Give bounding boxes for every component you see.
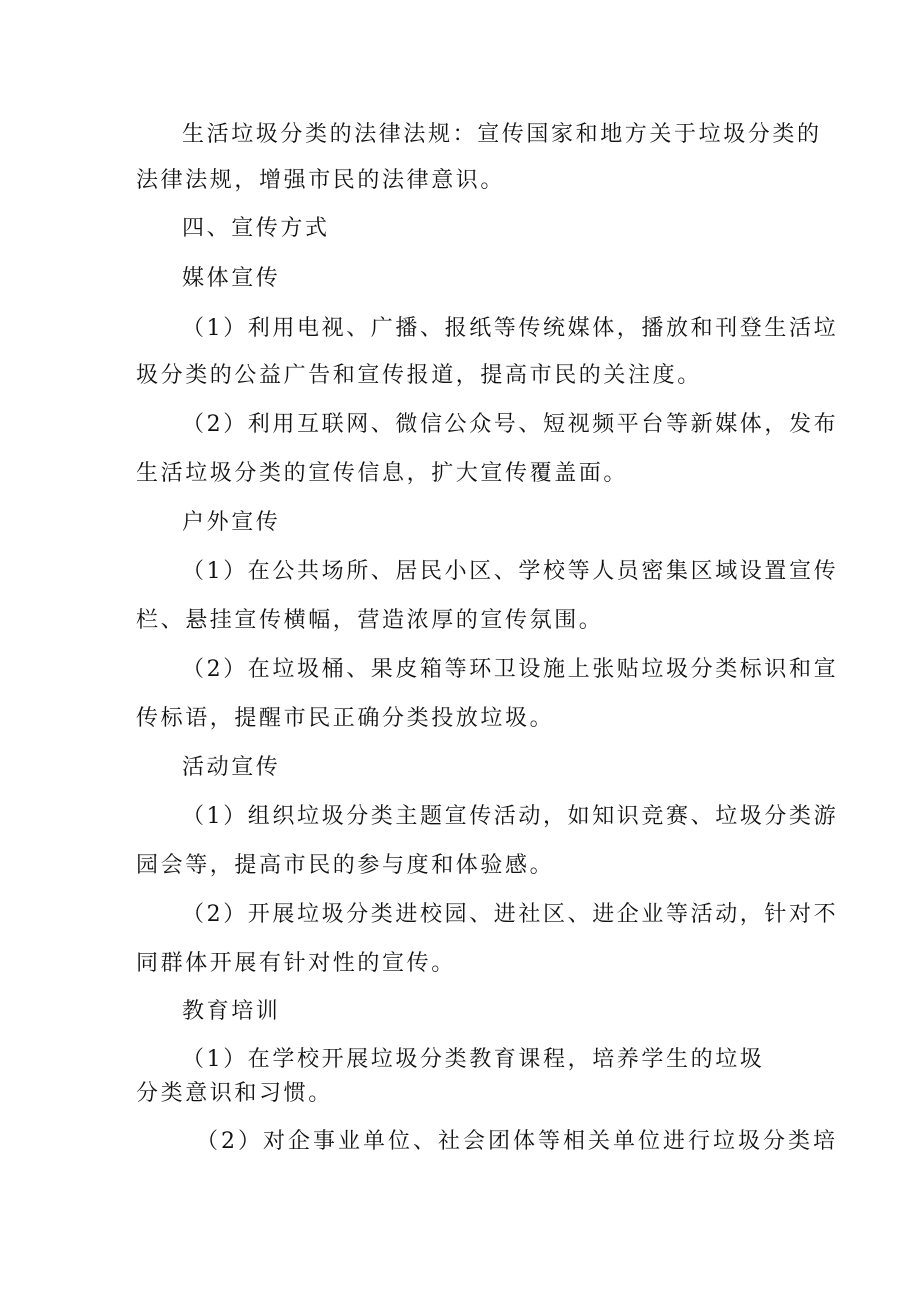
list-item-line: 传标语，提醒市民正确分类投放垃圾。: [136, 706, 555, 731]
subsection-heading-outdoor: 户外宣传: [182, 510, 281, 535]
list-item-line: 同群体开展有针对性的宣传。: [136, 951, 456, 976]
paragraph-line: 生活垃圾分类的法律法规：宣传国家和地方关于垃圾分类的: [182, 122, 822, 147]
list-item-line: （1）组织垃圾分类主题宣传活动，如知识竞赛、垃圾分类游: [182, 804, 839, 829]
paragraph-line: 法律法规，增强市民的法律意识。: [136, 168, 506, 193]
subsection-heading-activity: 活动宣传: [182, 755, 281, 780]
list-item-line: （2）利用互联网、微信公众号、短视频平台等新媒体，发布: [182, 412, 839, 437]
section-heading: 四、宣传方式: [182, 216, 330, 241]
list-item-line: （1）在学校开展垃圾分类教育课程，培养学生的垃圾: [182, 1047, 765, 1072]
list-item-line: （2）在垃圾桶、果皮箱等环卫设施上张贴垃圾分类标识和宣: [182, 657, 839, 682]
list-item-line: （2）开展垃圾分类进校园、进社区、进企业等活动，针对不: [182, 902, 839, 927]
list-item-line: 分类意识和习惯。: [136, 1081, 333, 1106]
list-item-line: 栏、悬挂宣传横幅，营造浓厚的宣传氛围。: [136, 608, 604, 633]
list-item-line: 生活垃圾分类的宣传信息，扩大宣传覆盖面。: [136, 461, 629, 486]
list-item-line: 园会等，提高市民的参与度和体验感。: [136, 853, 555, 878]
subsection-heading-media: 媒体宣传: [182, 266, 281, 291]
list-item-line: 圾分类的公益广告和宣传报道，提高市民的关注度。: [136, 363, 702, 388]
list-item-line: （1）在公共场所、居民小区、学校等人员密集区域设置宣传: [182, 559, 839, 584]
list-item-line: （2）对企事业单位、社会团体等相关单位进行垃圾分类培: [196, 1129, 838, 1154]
subsection-heading-education: 教育培训: [182, 999, 281, 1024]
list-item-line: （1）利用电视、广播、报纸等传统媒体，播放和刊登生活垃: [182, 316, 839, 341]
